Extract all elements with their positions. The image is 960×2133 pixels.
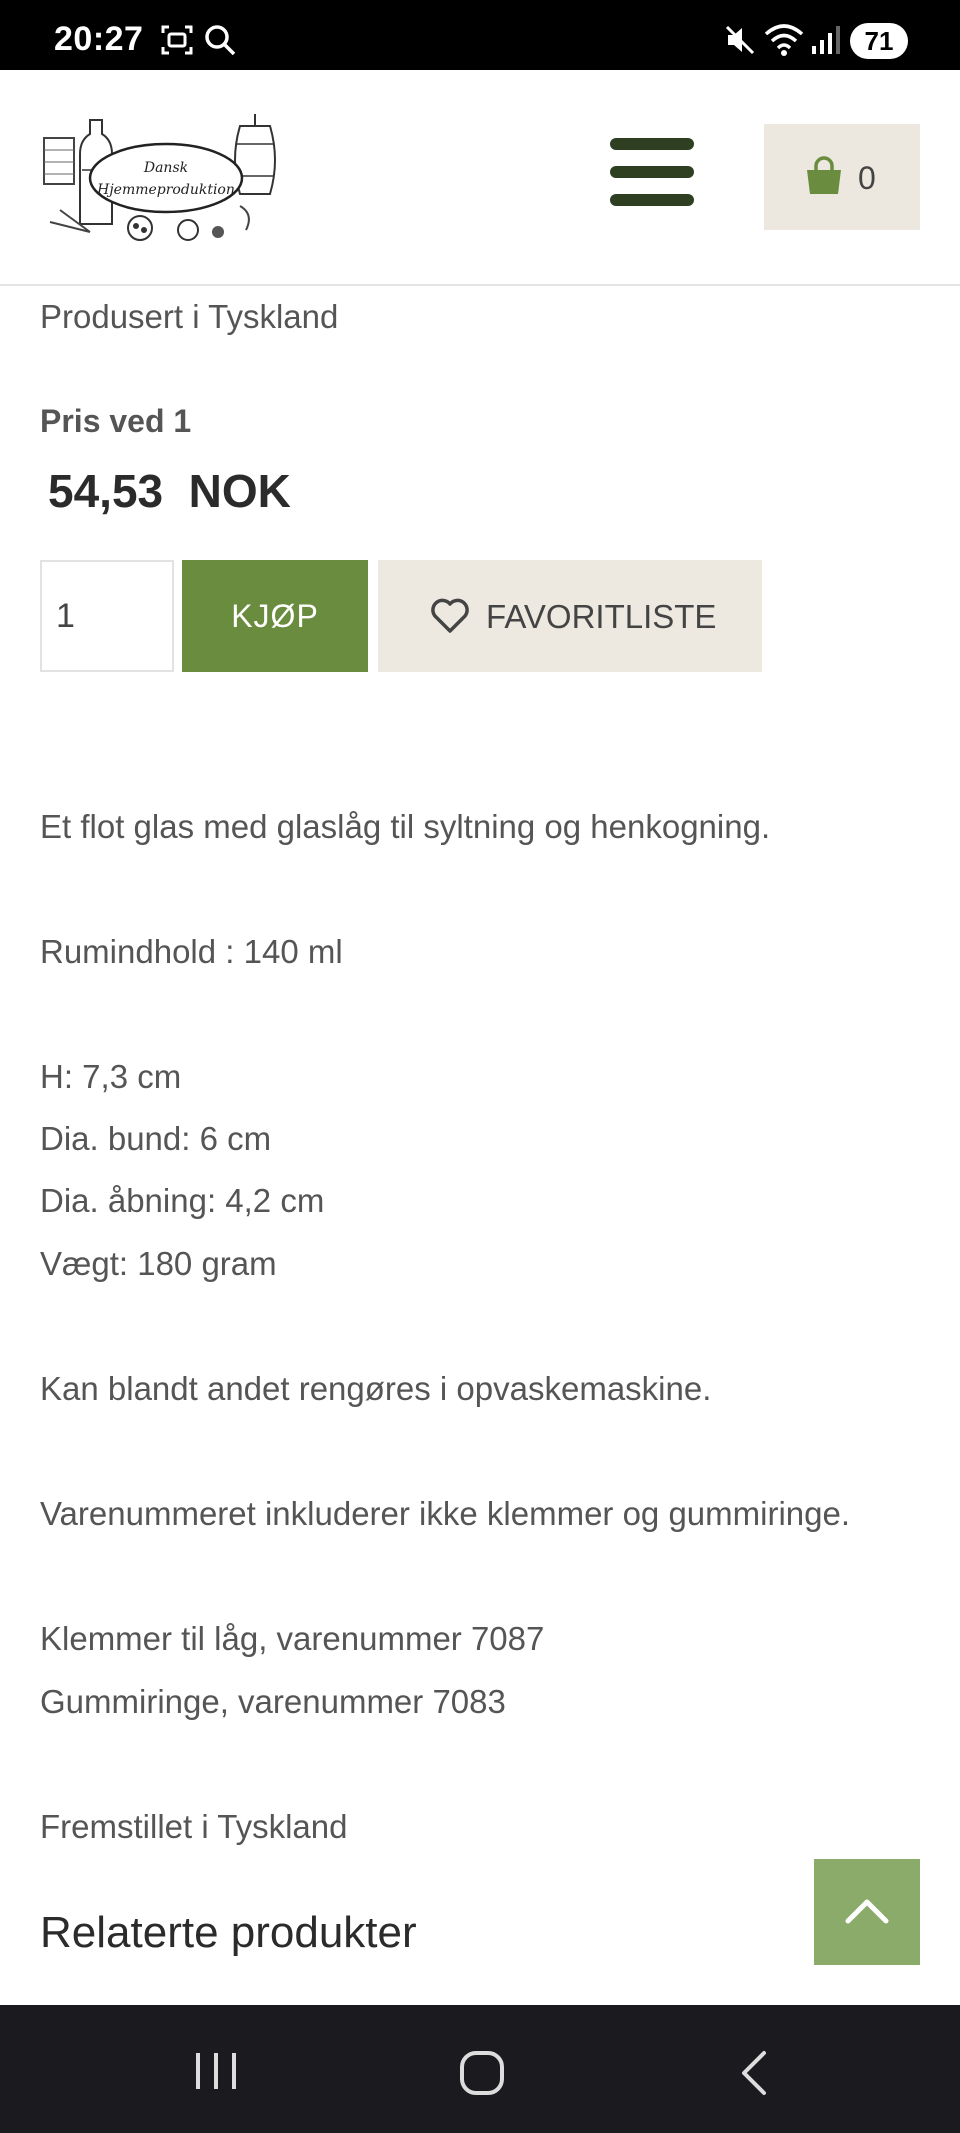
description-line: Klemmer til låg, varenummer 7087	[40, 1620, 545, 1657]
description-line: Gummiringe, varenummer 7083	[40, 1683, 506, 1720]
system-nav-bar	[0, 2005, 960, 2133]
menu-bar	[610, 194, 694, 206]
status-time: 20:27	[54, 20, 144, 58]
menu-button[interactable]	[610, 136, 694, 210]
description-line: Rumindhold : 140 ml	[40, 933, 343, 970]
price-label: Pris ved 1	[40, 403, 192, 439]
description-line: H: 7,3 cm	[40, 1058, 182, 1095]
search-icon	[204, 24, 236, 56]
favorite-label: FAVORITLISTE	[486, 598, 717, 635]
site-header	[0, 70, 960, 286]
menu-bar	[610, 166, 694, 178]
screenshot-icon	[160, 24, 194, 56]
description-line: Fremstillet i Tyskland	[40, 1808, 348, 1845]
menu-bar	[610, 138, 694, 150]
quantity-input[interactable]	[40, 560, 174, 672]
cart-button[interactable]	[764, 124, 920, 230]
description-line: Dia. åbning: 4,2 cm	[40, 1182, 325, 1219]
recent-apps-icon[interactable]	[192, 2049, 240, 2093]
logo-text-line1: Dansk	[143, 160, 189, 176]
product-origin: Produsert i Tyskland	[40, 298, 339, 335]
wifi-icon	[764, 24, 804, 56]
description-line: Kan blandt andet rengøres i opvaskemaskine.	[40, 1370, 712, 1407]
description-line: Vægt: 180 gram	[40, 1245, 277, 1282]
favorite-button[interactable]	[378, 560, 762, 672]
site-logo[interactable]	[40, 110, 292, 246]
status-bar	[0, 0, 960, 70]
back-icon[interactable]	[736, 2049, 772, 2097]
heart-icon	[430, 598, 470, 634]
description-line: Varenummeret inkluderer ikke klemmer og gummiringe.	[40, 1495, 851, 1532]
chevron-up-icon	[814, 1859, 920, 1965]
buy-button[interactable]: KJØP	[182, 560, 368, 672]
description-line: Et flot glas med glaslåg til syltning og henkogning.	[40, 808, 771, 845]
cart-count: 0	[858, 160, 876, 196]
product-price: 54,53 NOK	[48, 465, 291, 517]
related-products-heading: Relaterte produkter	[40, 1908, 417, 1957]
home-icon[interactable]	[458, 2049, 506, 2097]
scroll-to-top-button[interactable]	[814, 1859, 920, 1965]
signal-icon	[810, 24, 840, 56]
shopping-bag-icon	[804, 156, 844, 196]
mute-icon	[724, 24, 756, 56]
description-line: Dia. bund: 6 cm	[40, 1120, 272, 1157]
logo-text-line2: Hjemmeproduktion	[97, 182, 235, 198]
battery-indicator: 71	[850, 23, 908, 59]
